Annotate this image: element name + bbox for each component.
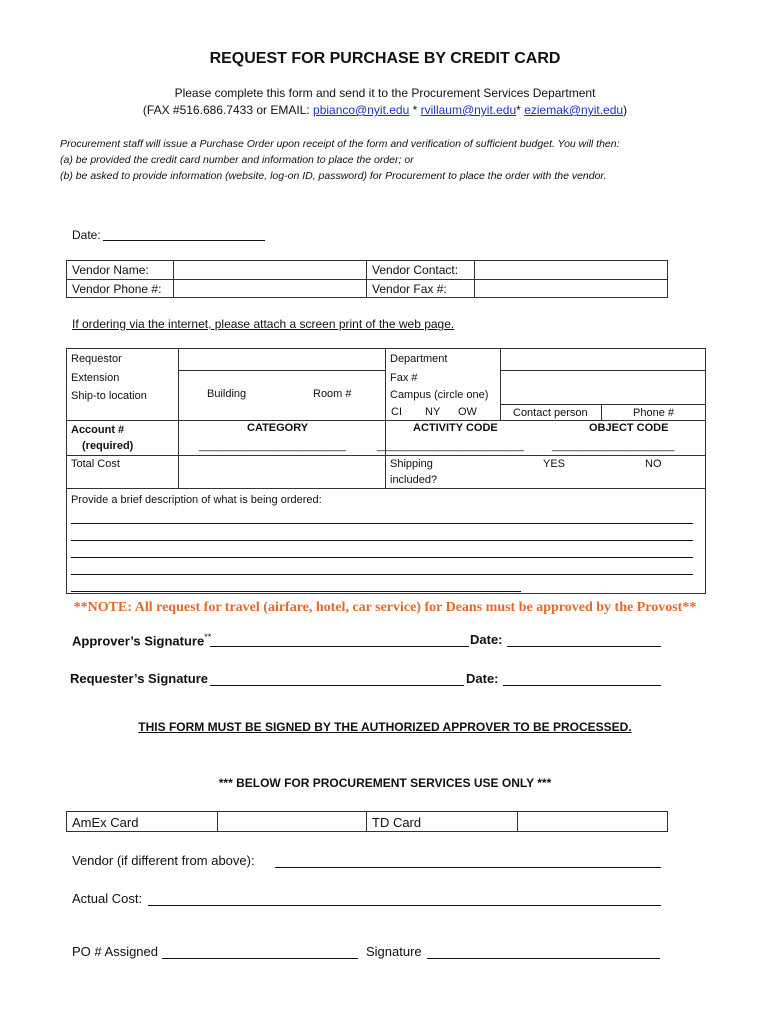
fax-prefix: (FAX #516.686.7433 or EMAIL: (142, 103, 314, 117)
account-required-label: (required) (82, 440, 134, 452)
divider (66, 488, 706, 489)
building-label: Building (207, 388, 247, 400)
actual-cost-label: Actual Cost: (72, 891, 143, 906)
signature-field[interactable] (427, 958, 660, 959)
total-cost-label: Total Cost (71, 458, 120, 470)
actual-cost-field[interactable] (148, 905, 661, 906)
vendor-phone-label: Vendor Phone #: (72, 282, 162, 296)
requester-date-field[interactable] (503, 685, 661, 686)
approver-date-label: Date: (470, 632, 503, 647)
divider (500, 404, 706, 405)
close-paren: ) (623, 103, 628, 117)
divider (178, 348, 179, 488)
travel-note: **NOTE: All request for travel (airfare, hotel, car service) for Deans must be approved by the Provost** (73, 600, 697, 615)
td-label: TD Card (372, 815, 422, 830)
campus-option-ci[interactable]: CI (391, 406, 402, 418)
account-label: Account # (71, 424, 125, 436)
description-label: Provide a brief description of what is being ordered: (71, 494, 322, 506)
divider (474, 260, 475, 298)
ship-to-label: Ship-to location (71, 390, 147, 402)
divider (178, 370, 385, 371)
intro-line: Please complete this form and send it to the Procurement Services Department (174, 86, 596, 100)
description-line[interactable] (71, 523, 693, 524)
divider (500, 348, 501, 420)
must-sign-notice: THIS FORM MUST BE SIGNED BY THE AUTHORIZED APPROVER TO BE PROCESSED. (138, 720, 632, 734)
vendor-name-field[interactable] (175, 261, 365, 279)
object-code-field[interactable]: ____________________ (552, 440, 675, 452)
vendor-diff-field[interactable] (275, 867, 661, 868)
vendor-diff-label: Vendor (if different from above): (72, 853, 255, 868)
divider (217, 811, 218, 832)
approver-signature-field[interactable] (210, 646, 469, 647)
description-line[interactable] (71, 591, 521, 592)
email-link-pbianco[interactable]: pbianco@nyit.edu (313, 103, 410, 117)
vendor-phone-field[interactable] (175, 280, 365, 297)
approver-mark: ** (204, 632, 212, 642)
requestor-label: Requestor (71, 353, 122, 365)
requester-date-label: Date: (466, 671, 499, 686)
extension-label: Extension (71, 372, 120, 384)
vendor-contact-field[interactable] (476, 261, 667, 279)
instruction-line: (a) be provided the credit card number and information to place the order; or (60, 154, 414, 166)
amex-label: AmEx Card (72, 815, 139, 830)
email-link-eziemak[interactable]: eziemak@nyit.edu (524, 103, 624, 117)
vendor-name-label: Vendor Name: (72, 263, 149, 277)
approver-signature-label (72, 632, 211, 648)
fax-field[interactable] (502, 372, 705, 403)
activity-code-field[interactable]: ________________________ (377, 440, 524, 452)
po-label: PO # Assigned (72, 944, 158, 959)
amex-field[interactable] (219, 812, 365, 831)
shipping-yes-option[interactable]: YES (543, 458, 566, 470)
ship-to-field[interactable] (180, 372, 384, 419)
divider (517, 811, 518, 832)
contact-person-label: Contact person (513, 407, 588, 419)
divider (66, 455, 706, 456)
approver-label: Approver’s Signature (72, 633, 205, 649)
contact-line (0, 103, 770, 117)
activity-code-label: ACTIVITY CODE (413, 422, 498, 434)
form-title: REQUEST FOR PURCHASE BY CREDIT CARD (209, 50, 561, 67)
department-label: Department (390, 353, 448, 365)
campus-option-ow[interactable]: OW (458, 406, 477, 418)
divider (500, 370, 706, 371)
internet-note: If ordering via the internet, please attach a screen print of the web page. (72, 317, 455, 331)
requester-signature-field[interactable] (210, 685, 464, 686)
po-field[interactable] (162, 958, 358, 959)
vendor-contact-label: Vendor Contact: (372, 263, 459, 277)
procurement-header: *** BELOW FOR PROCUREMENT SERVICES USE ONLY *** (218, 776, 552, 790)
date-field[interactable] (103, 240, 265, 241)
email-link-rvillaum[interactable]: rvillaum@nyit.edu (420, 103, 517, 117)
approver-date-field[interactable] (507, 646, 661, 647)
separator: * (516, 103, 525, 117)
divider (385, 348, 386, 488)
campus-option-ny[interactable]: NY (425, 406, 441, 418)
requestor-field[interactable] (180, 349, 384, 369)
shipping-label: Shipping (390, 458, 433, 470)
vendor-fax-field[interactable] (476, 280, 667, 297)
date-label: Date: (72, 228, 101, 242)
instruction-line: (b) be asked to provide information (website, log-on ID, password) for Procurement to place the order with the vendor. (60, 170, 607, 182)
category-label: CATEGORY (247, 422, 309, 434)
description-line[interactable] (71, 574, 693, 575)
room-label: Room # (313, 388, 352, 400)
fax-label: Fax # (390, 372, 418, 384)
object-code-label: OBJECT CODE (589, 422, 669, 434)
category-field[interactable]: ________________________ (199, 440, 346, 452)
campus-label: Campus (circle one) (390, 389, 489, 401)
divider (66, 420, 706, 421)
description-line[interactable] (71, 557, 693, 558)
signature-label: Signature (366, 944, 422, 959)
shipping-no-option[interactable]: NO (645, 458, 662, 470)
divider (366, 260, 367, 298)
divider (366, 811, 367, 832)
total-cost-field[interactable] (180, 457, 384, 487)
requester-signature-label: Requester’s Signature (70, 671, 208, 686)
divider (601, 404, 602, 420)
department-field[interactable] (502, 349, 705, 369)
shipping-label-2: included? (390, 474, 438, 486)
description-line[interactable] (71, 540, 693, 541)
divider (173, 260, 174, 298)
phone-label: Phone # (633, 407, 674, 419)
td-field[interactable] (519, 812, 667, 831)
instruction-line: Procurement staff will issue a Purchase Order upon receipt of the form and verification of sufficient budget. You will then: (60, 138, 620, 150)
separator: * (409, 103, 421, 117)
vendor-fax-label: Vendor Fax #: (372, 282, 447, 296)
